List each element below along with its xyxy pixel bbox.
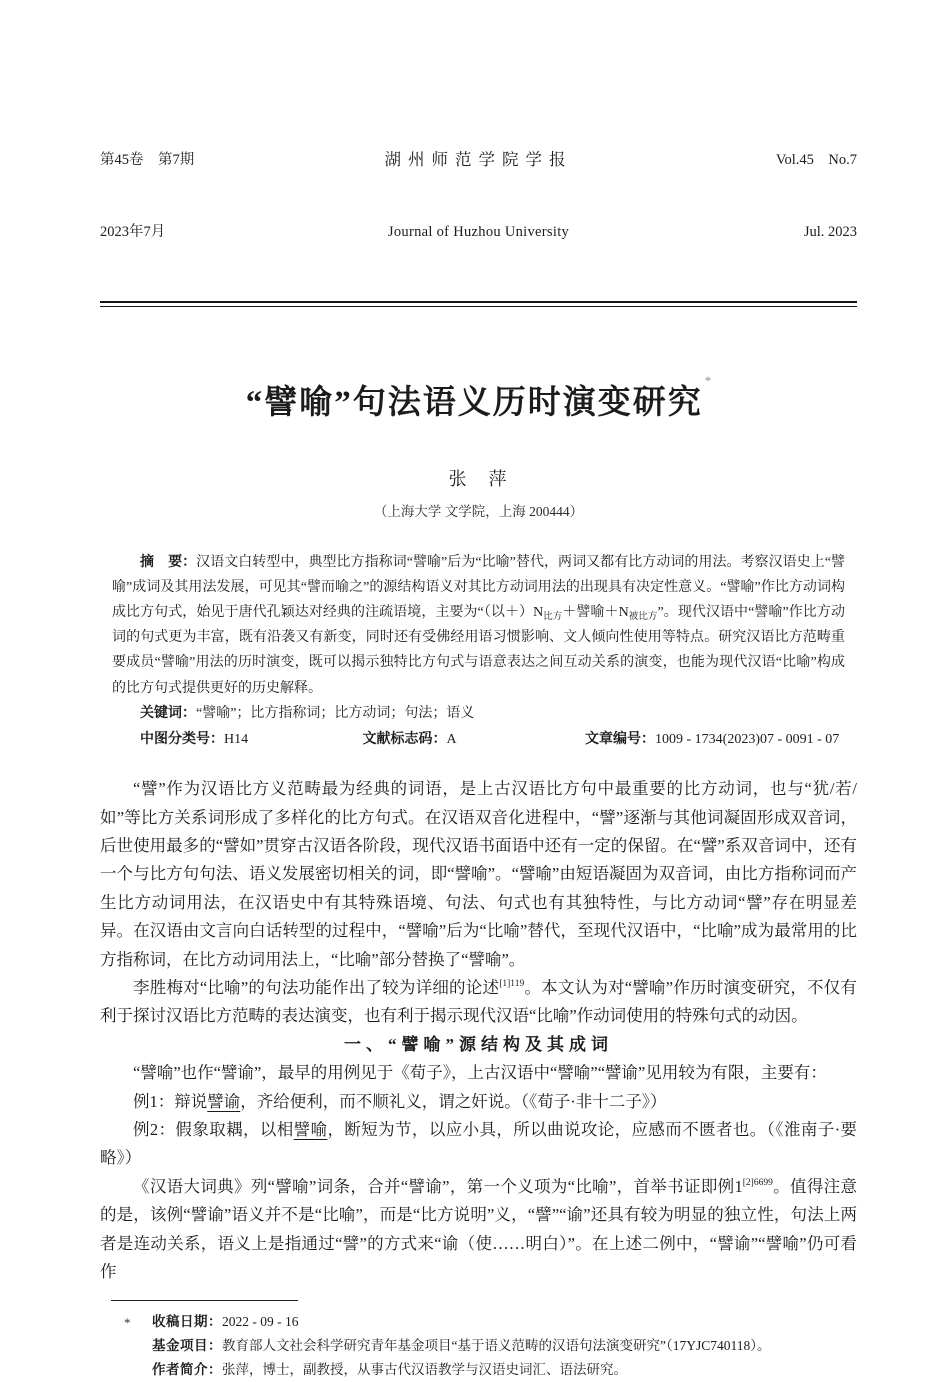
clc-value: H14 [224, 731, 249, 747]
section-heading-1: 一、“譬喻”源结构及其成词 [344, 1034, 613, 1054]
date-en: Jul. 2023 [803, 224, 857, 240]
footnote-fund [152, 1334, 857, 1358]
abstract-block [112, 550, 845, 753]
header-center [290, 100, 667, 292]
abstract-text: 汉语文白转型中，典型比方指称词“譬喻”后为“比喻”替代，两词又都有比方动词的用法。考察汉语史上“譬喻”成词及其用法发展，可见其“譬而喻之”的源结构语义对其比方动词用法的出现具有决定性意义。“譬喻”作比方动词构成比方句式，始见于唐代孔颖达对经典的注疏语境，主要为“（以$+)N_{比方}+$譬喻$+N_{被比方}$”。现代汉语中“譬喻”作比方动词的句式更为丰富，既有沿袭又有新变，同时还有受佛经用语习惯影响、文人倾向性使用等特点。研究汉语比方范畴重要成员“譬喻”用法的历时演变，既可以揭示独特比方句式与语意表达之间互动关系的演变，也能为现代汉语“比喻”构成的比方句式提供更好的历史解释。 [112, 554, 845, 696]
clc-label: 中图分类号： [140, 731, 224, 747]
example-2: 例2：假象取耦，以相譬喻，断短为节，以应小具，所以曲说攻论，应感而不匮者也。（《淮南子·要略》） [100, 1120, 858, 1168]
header-right [667, 100, 857, 292]
article-body [100, 775, 857, 1286]
doc-code-item [363, 727, 586, 752]
journal-header [100, 100, 857, 292]
header-double-rule [100, 301, 857, 307]
body-paragraph-3: “譬喻”也作“譬谕”，最早的用例见于《荀子》，上古汉语中“譬喻”“譬谕”见用较为有限，主要有： [133, 1063, 827, 1083]
date-cn: 2023年7月 [100, 224, 166, 240]
article-id-label: 文章编号： [585, 731, 655, 747]
body-paragraph-4: 《汉语大词典》列“譬喻”词条，合并“譬谕”，第一个义项为“比喻”，首举书证即例$1^{[2]6699}$。值得注意的是，该例“譬谕”语义并不是“比喻”，而是“比方说明”义，“譬”“谕”还具有较为明显的独立性，句法上两者是连动关系，语义上是指通过“譬”的方式来“谕（使……明白）”。在上述二例中，“譬谕”“譬喻”仍可看作 [100, 1176, 858, 1282]
article-id-item [585, 727, 845, 752]
received-label: 收稿日期： [152, 1314, 222, 1330]
rule-thick [100, 301, 857, 303]
keywords-text: “譬喻”；比方指称词；比方动词；句法；语义 [196, 705, 475, 721]
received-value: 2022 - 09 - 16 [222, 1314, 299, 1330]
journal-name-en: Journal of Huzhou University [387, 224, 570, 240]
title-footnote-mark: * [704, 372, 712, 388]
header-left [100, 100, 290, 292]
body-paragraph-2: 李胜梅对“比喻”的句法功能作出了较为详细的论述$^{[1]119}$。本文认为对“譬喻”作历时演变研究，不仅有利于探讨汉语比方范畴的表达演变，也有利于揭示现代汉语“比喻”作动词使用的特殊句式的动因。 [100, 977, 857, 1026]
rule-thin [100, 306, 857, 307]
vol-no-en: Vol.45 No.7 [775, 152, 857, 168]
abstract-label: 摘 要： [140, 554, 197, 570]
footnote-star: * [124, 1315, 131, 1331]
article-title-text: “譬喻”句法语义历时演变研究 [245, 384, 703, 421]
footnote-block [100, 1300, 857, 1382]
bio-label: 作者简介： [152, 1362, 222, 1378]
footnote-rows [100, 1310, 857, 1382]
doc-code-value: A [446, 731, 457, 747]
fund-label: 基金项目： [152, 1338, 222, 1354]
keywords-label: 关键词： [140, 705, 196, 721]
body-paragraph-1: “譬”作为汉语比方义范畴最为经典的词语，是上古汉语比方句中最重要的比方动词，也与“犹/若/如”等比方关系词形成了多样化的比方句式。在汉语双音化进程中，“譬”逐渐与其他词凝固形成双音词，后世使用最多的“譬如”贯穿古汉语各阶段，现代汉语书面语中还有一定的保留。在“譬”系双音词中，还有一个与比方句句法、语义发展密切相关的词，即“譬喻”。“譬喻”由短语凝固为双音词，由比方指称词而产生比方动词用法，在汉语史中有其特殊语境、句法、句式也有其独特性，与比方动词“譬”存在明显差异。在汉语由文言向白话转型的过程中，“譬喻”后为“比喻”替代，至现代汉语中，“比喻”成为最常用的比方指称词，在比方动词用法上，“比喻”部分替换了“譬喻”。 [100, 779, 857, 969]
example-1: 例1：辩说譬谕，齐给便利，而不顺礼义，谓之奸说。（《荀子·非十二子》） [133, 1091, 667, 1111]
bio-value: 张萍，博士，副教授，从事古代汉语教学与汉语史词汇、语法研究。 [222, 1362, 627, 1378]
keywords-line [112, 701, 845, 726]
page-title [100, 359, 857, 425]
footnote-bio [152, 1358, 857, 1382]
author-affiliation: （上海大学 文学院，上海 200444） [373, 503, 584, 519]
journal-name-cn: 湖州师范学院学报 [384, 150, 573, 169]
abstract-paragraph [112, 550, 845, 701]
meta-line [112, 727, 845, 752]
footnote-received [152, 1310, 857, 1334]
fund-value: 教育部人文社会科学研究青年基金项目“基于语义范畴的汉语句法演变研究”（17YJC740118）。 [222, 1338, 771, 1354]
author-name: 张 萍 [448, 468, 509, 489]
article-id-value: 1009 - 1734(2023)07 - 0091 - 07 [655, 731, 840, 747]
volume-issue: 第45卷 第7期 [100, 152, 195, 168]
clc-item [140, 727, 363, 752]
doc-code-label: 文献标志码： [362, 731, 447, 747]
